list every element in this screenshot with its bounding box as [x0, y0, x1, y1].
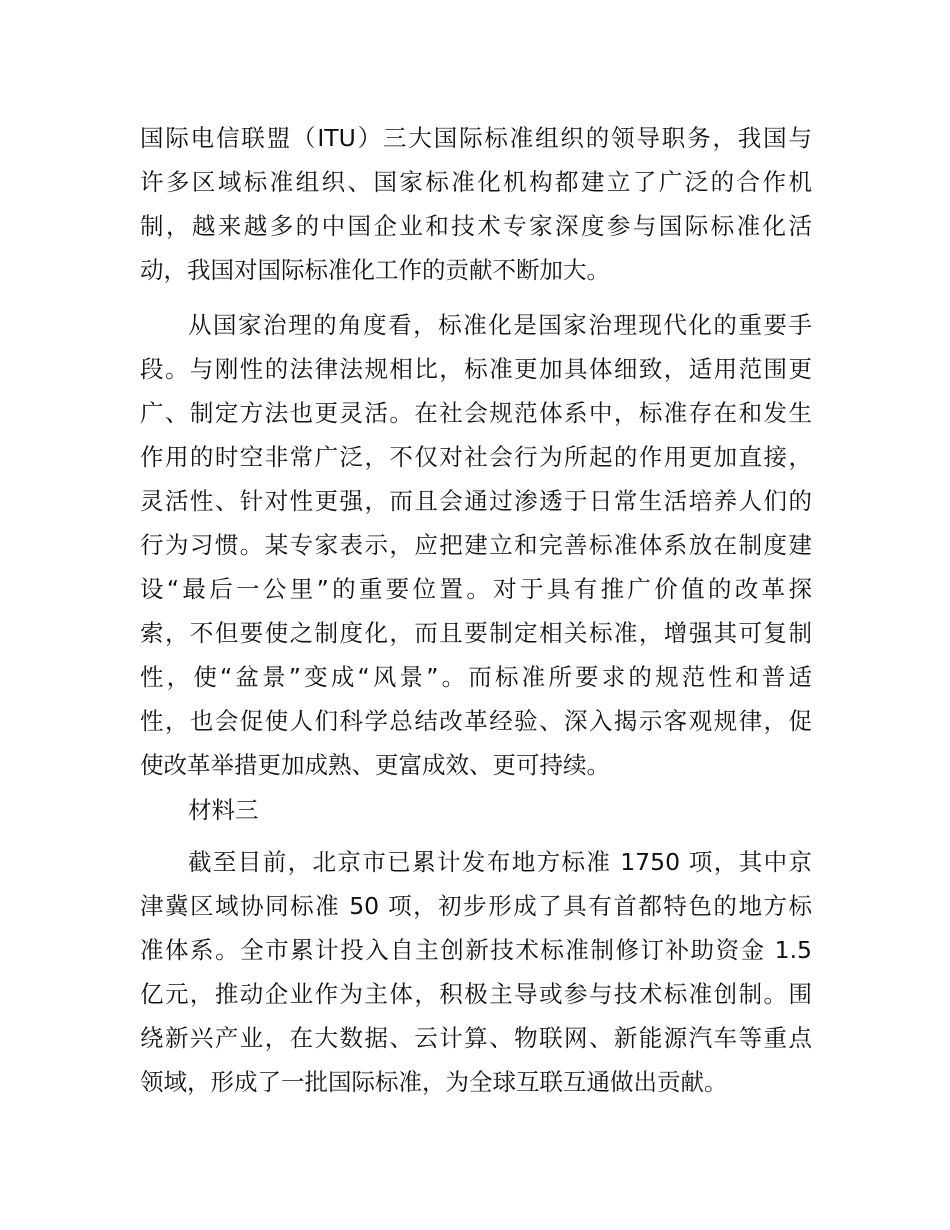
heading-text: 材料三	[188, 796, 259, 824]
paragraph-line: 许多区域标准组织、国家标准化机构都建立了广泛的合作机	[140, 168, 812, 196]
paragraph-line: 灵活性、针对性更强，而且会通过渗透于日常生活培养人们的	[140, 487, 812, 515]
paragraph-line: 作用的时空非常广泛，不仅对社会行为所起的作用更加直接，	[140, 443, 812, 471]
section-heading	[140, 788, 812, 832]
paragraph-line: 截至目前，北京市已累计发布地方标准 1750 项，其中京	[188, 848, 812, 876]
paragraph-line: 设“最后一公里”的重要位置。对于具有推广价值的改革探	[140, 575, 812, 603]
paragraph-2	[140, 303, 812, 787]
paragraph-3	[140, 840, 812, 1104]
paragraph-line: 性，也会促使人们科学总结改革经验、深入揭示客观规律，促	[140, 707, 812, 735]
paragraph-1	[140, 116, 812, 292]
paragraph-line: 国际电信联盟（ITU）三大国际标准组织的领导职务，我国与	[140, 124, 812, 152]
paragraph-line: 绕新兴产业，在大数据、云计算、物联网、新能源汽车等重点	[140, 1024, 812, 1052]
paragraph-line: 动，我国对国际标准化工作的贡献不断加大。	[140, 256, 610, 284]
paragraph-line: 性，使“盆景”变成“风景”。而标准所要求的规范性和普适	[140, 663, 812, 691]
paragraph-line: 行为习惯。某专家表示，应把建立和完善标准体系放在制度建	[140, 531, 812, 559]
paragraph-line: 使改革举措更加成熟、更富成效、更可持续。	[140, 751, 610, 779]
paragraph-line: 制，越来越多的中国企业和技术专家深度参与国际标准化活	[140, 212, 812, 240]
paragraph-line: 广、制定方法也更灵活。在社会规范体系中，标准存在和发生	[140, 399, 812, 427]
paragraph-line: 亿元，推动企业作为主体，积极主导或参与技术标准创制。围	[140, 980, 812, 1008]
paragraph-line: 索，不但要使之制度化，而且要制定相关标准，增强其可复制	[140, 619, 812, 647]
paragraph-line: 领域，形成了一批国际标准，为全球互联互通做出贡献。	[140, 1068, 728, 1096]
paragraph-line: 段。与刚性的法律法规相比，标准更加具体细致，适用范围更	[140, 355, 812, 383]
paragraph-line: 津冀区域协同标准 50 项，初步形成了具有首都特色的地方标	[140, 892, 812, 920]
paragraph-line: 从国家治理的角度看，标准化是国家治理现代化的重要手	[188, 311, 812, 339]
paragraph-line: 准体系。全市累计投入自主创新技术标准制修订补助资金 1.5	[140, 936, 812, 964]
